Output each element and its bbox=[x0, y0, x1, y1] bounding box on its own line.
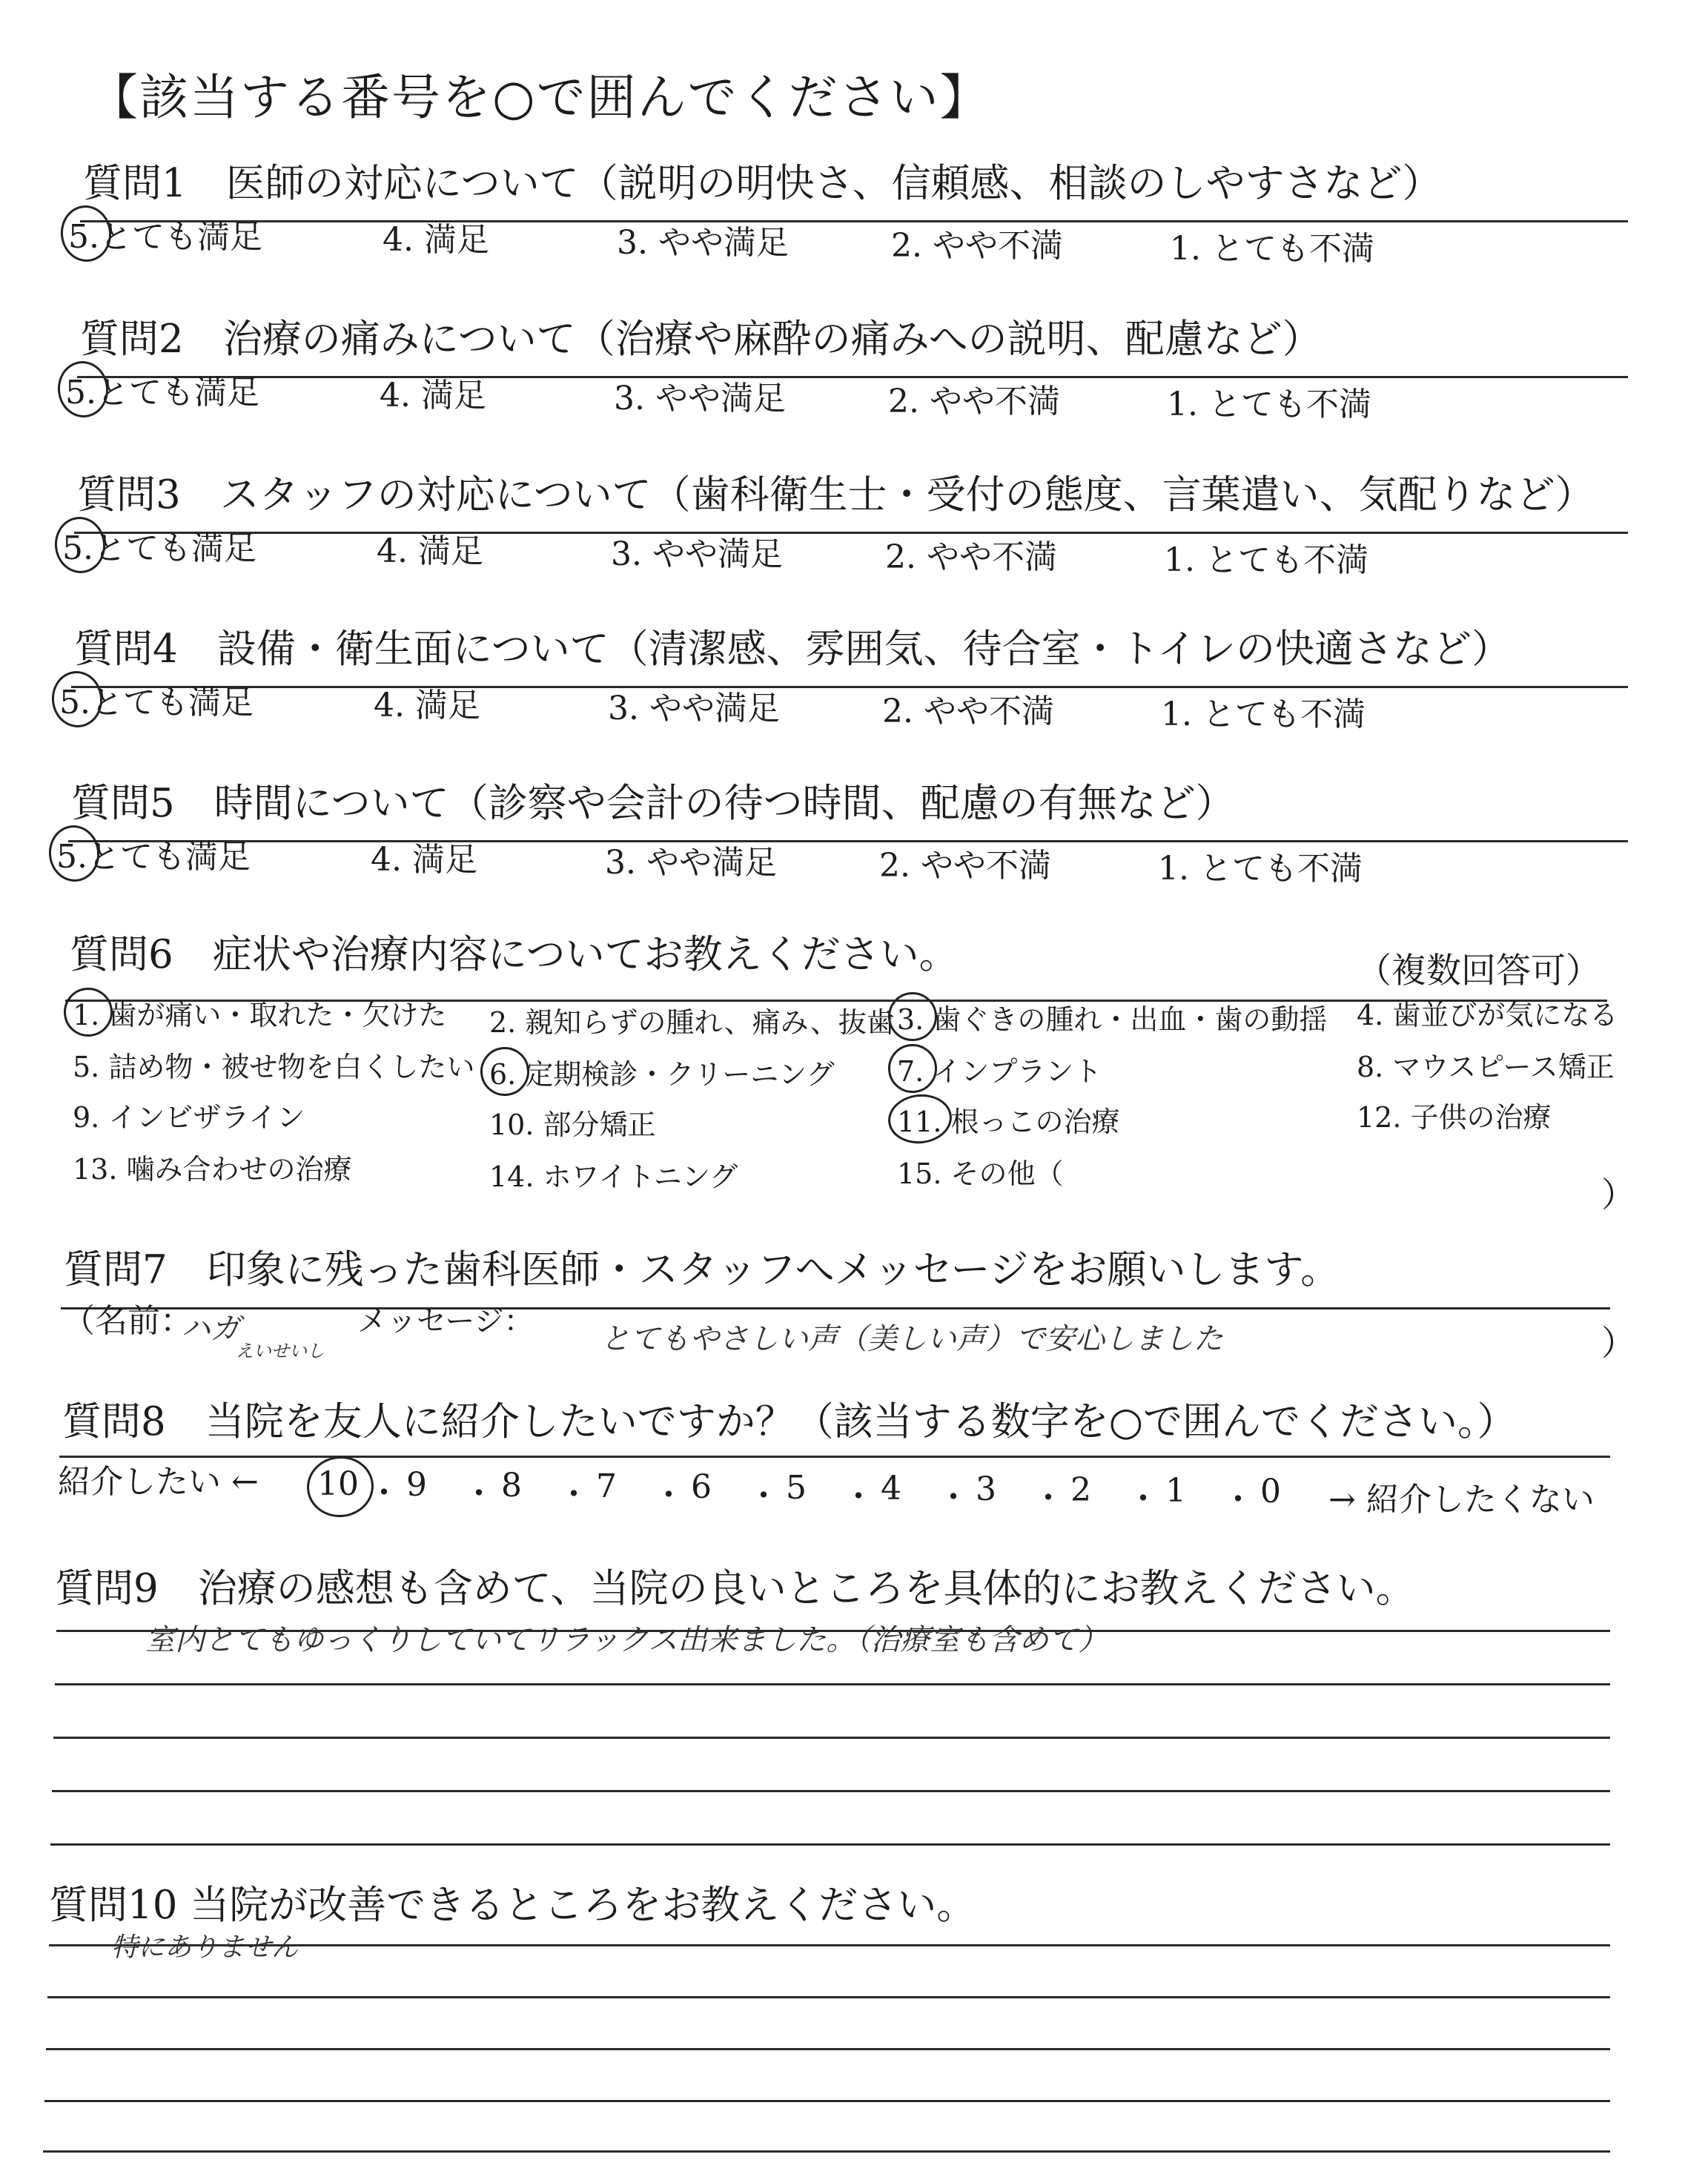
q6-option-4[interactable]: 4. 歯並びが気になる bbox=[1357, 999, 1618, 1031]
q10-line-4 bbox=[44, 2100, 1610, 2102]
q1-option-1[interactable]: 1. とても不満 bbox=[1170, 230, 1374, 268]
q8-value-3[interactable]: 3 bbox=[976, 1470, 996, 1508]
q9-line-1 bbox=[56, 1630, 1610, 1632]
q2-heading: 質問2 治療の痛みについて（治療や麻酔の痛みへの説明、配慮など） bbox=[80, 317, 1322, 362]
q8-value-1[interactable]: 1 bbox=[1165, 1472, 1186, 1510]
q5-option-1[interactable]: 1. とても不満 bbox=[1158, 850, 1363, 888]
q8-value-0[interactable]: 0 bbox=[1260, 1473, 1281, 1510]
q5-heading: 質問5 時間について（診察や会計の待つ時間、配慮の有無など） bbox=[71, 781, 1235, 826]
q6-heading: 質問6 症状や治療内容についてお教えください。 bbox=[70, 932, 959, 977]
q5-option-4[interactable]: 4. 満足 bbox=[371, 841, 477, 879]
q9-line-4 bbox=[52, 1790, 1610, 1792]
q1-heading: 質問1 医師の対応について（説明の明快さ、信頼感、相談のしやすさなど） bbox=[83, 161, 1442, 206]
q6-option-3[interactable]: 3. 歯ぐきの腫れ・出血・歯の動揺 bbox=[897, 1003, 1328, 1036]
q3-rule bbox=[74, 532, 1628, 534]
q6-option-5[interactable]: 5. 詰め物・被せ物を白くしたい bbox=[73, 1051, 475, 1083]
q9-line-3 bbox=[53, 1737, 1610, 1739]
q8-separator-9: ・ bbox=[1127, 1480, 1159, 1518]
q10-heading: 質問10 当院が改善できるところをお教えください。 bbox=[49, 1883, 976, 1928]
q8-value-2[interactable]: 2 bbox=[1070, 1471, 1091, 1509]
q8-separator-5: ・ bbox=[747, 1477, 780, 1515]
q7-message-label: メッセージ： bbox=[357, 1304, 534, 1338]
q4-option-3[interactable]: 3. やや満足 bbox=[608, 690, 780, 727]
q10-line-1 bbox=[49, 1944, 1610, 1946]
q6-option-1[interactable]: 1. 歯が痛い・取れた・欠けた bbox=[73, 999, 447, 1031]
q1-option-4[interactable]: 4. 満足 bbox=[383, 221, 489, 259]
q10-line-2 bbox=[47, 1996, 1610, 1998]
q10-line-5 bbox=[43, 2150, 1610, 2153]
q9-heading: 質問9 治療の感想も含めて、当院の良いところを具体的にお教えください。 bbox=[55, 1566, 1415, 1611]
q5-option-5[interactable]: 5.とても満足 bbox=[56, 838, 251, 876]
q3-option-5[interactable]: 5.とても満足 bbox=[62, 529, 256, 567]
q6-option-14[interactable]: 14. ホワイトニング bbox=[489, 1160, 738, 1193]
q6-option-13[interactable]: 13. 噛み合わせの治療 bbox=[73, 1153, 352, 1186]
q5-option-3[interactable]: 3. やや満足 bbox=[605, 844, 777, 882]
q7-heading: 質問7 印象に残った歯科医師・スタッフへメッセージをお願いします。 bbox=[64, 1247, 1340, 1292]
q9-line-2 bbox=[55, 1683, 1610, 1685]
q7-rule bbox=[61, 1307, 1610, 1309]
q8-separator-4: ・ bbox=[652, 1476, 685, 1514]
q8-separator-8: ・ bbox=[1032, 1479, 1065, 1517]
q3-option-4[interactable]: 4. 満足 bbox=[377, 532, 483, 570]
q7-message-value[interactable]: とてもやさしい声（美しい声）で安心しました bbox=[600, 1322, 1223, 1356]
q6-close-paren: ） bbox=[1601, 1175, 1635, 1215]
q10-answer[interactable]: 特にありません bbox=[111, 1932, 299, 1963]
q6-option-2[interactable]: 2. 親知らずの腫れ、痛み、抜歯 bbox=[489, 1006, 895, 1039]
q2-option-1[interactable]: 1. とても不満 bbox=[1167, 386, 1371, 423]
q6-option-12[interactable]: 12. 子供の治療 bbox=[1357, 1101, 1552, 1134]
q8-separator-6: ・ bbox=[842, 1478, 875, 1516]
q5-rule bbox=[68, 840, 1628, 842]
q3-option-2[interactable]: 2. やや不満 bbox=[885, 538, 1057, 576]
q8-left-label: 紹介したい ← bbox=[58, 1463, 259, 1501]
q1-rule bbox=[80, 220, 1628, 222]
q8-value-6[interactable]: 6 bbox=[691, 1468, 712, 1506]
q9-line-5 bbox=[50, 1843, 1610, 1846]
q4-option-1[interactable]: 1. とても不満 bbox=[1161, 696, 1366, 733]
q1-option-2[interactable]: 2. やや不満 bbox=[891, 227, 1063, 265]
q10-line-3 bbox=[46, 2048, 1610, 2050]
q4-rule bbox=[71, 686, 1628, 688]
q8-separator-1: ・ bbox=[368, 1474, 400, 1512]
q8-value-5[interactable]: 5 bbox=[786, 1469, 807, 1507]
q4-heading: 質問4 設備・衛生面について（清潔感、雰囲気、待合室・トイレの快適さなど） bbox=[74, 627, 1512, 672]
q3-heading: 質問3 スタッフの対応について（歯科衛生士・受付の態度、言葉遣い、気配りなど） bbox=[77, 472, 1595, 518]
q8-separator-2: ・ bbox=[463, 1475, 495, 1513]
q2-rule bbox=[77, 376, 1628, 378]
q8-value-4[interactable]: 4 bbox=[881, 1470, 901, 1507]
q4-option-2[interactable]: 2. やや不満 bbox=[882, 693, 1054, 730]
q4-option-5[interactable]: 5.とても満足 bbox=[59, 684, 254, 721]
q7-name-sub: えいせいし bbox=[236, 1341, 325, 1361]
q6-option-6[interactable]: 6. 定期検診・クリーニング bbox=[489, 1058, 835, 1091]
q1-option-5[interactable]: 5.とても満足 bbox=[68, 218, 262, 256]
q7-name-label: （名前： bbox=[62, 1302, 193, 1340]
q2-option-3[interactable]: 3. やや満足 bbox=[614, 380, 786, 417]
q6-option-8[interactable]: 8. マウスピース矯正 bbox=[1357, 1051, 1615, 1083]
q6-option-11[interactable]: 11. 根っこの治療 bbox=[897, 1106, 1120, 1138]
q8-separator-10: ・ bbox=[1222, 1481, 1254, 1519]
q6-option-10[interactable]: 10. 部分矯正 bbox=[489, 1109, 656, 1141]
q6-option-7[interactable]: 7. インプラント bbox=[897, 1055, 1102, 1088]
q8-selected-circle bbox=[304, 1453, 377, 1521]
q3-option-3[interactable]: 3. やや満足 bbox=[611, 535, 783, 573]
q7-close-paren: ） bbox=[1601, 1323, 1635, 1363]
q8-value-8[interactable]: 8 bbox=[501, 1467, 522, 1505]
q1-option-3[interactable]: 3. やや満足 bbox=[617, 224, 789, 262]
q5-option-2[interactable]: 2. やや不満 bbox=[879, 847, 1051, 885]
q8-separator-7: ・ bbox=[937, 1479, 970, 1516]
q8-separator-3: ・ bbox=[557, 1476, 590, 1513]
q8-rule bbox=[59, 1456, 1610, 1458]
q4-option-4[interactable]: 4. 満足 bbox=[374, 687, 480, 724]
q6-multiple-note: （複数回答可） bbox=[1357, 951, 1601, 991]
form-title: 【該当する番号を○で囲んでください】 bbox=[89, 69, 990, 126]
q8-heading: 質問8 当院を友人に紹介したいですか？（該当する数字を○で囲んでください。） bbox=[62, 1399, 1517, 1444]
q8-value-10[interactable]: 10 bbox=[317, 1465, 359, 1503]
q2-option-5[interactable]: 5.とても満足 bbox=[65, 374, 259, 412]
q3-option-1[interactable]: 1. とても不満 bbox=[1164, 541, 1368, 579]
q6-option-9[interactable]: 9. インビザライン bbox=[73, 1101, 305, 1134]
q8-value-7[interactable]: 7 bbox=[596, 1467, 617, 1505]
q7-name-value[interactable]: ハガ bbox=[181, 1312, 240, 1346]
q2-option-4[interactable]: 4. 満足 bbox=[380, 377, 486, 415]
q6-option-15[interactable]: 15. その他（ bbox=[897, 1157, 1064, 1190]
q2-option-2[interactable]: 2. やや不満 bbox=[888, 383, 1060, 420]
q9-answer[interactable]: 室内とてもゆっくりしていてリラックス出来ました。（治療室も含めて） bbox=[145, 1623, 1108, 1657]
q8-value-9[interactable]: 9 bbox=[406, 1466, 427, 1504]
q8-right-label: → 紹介したくない bbox=[1328, 1481, 1595, 1519]
